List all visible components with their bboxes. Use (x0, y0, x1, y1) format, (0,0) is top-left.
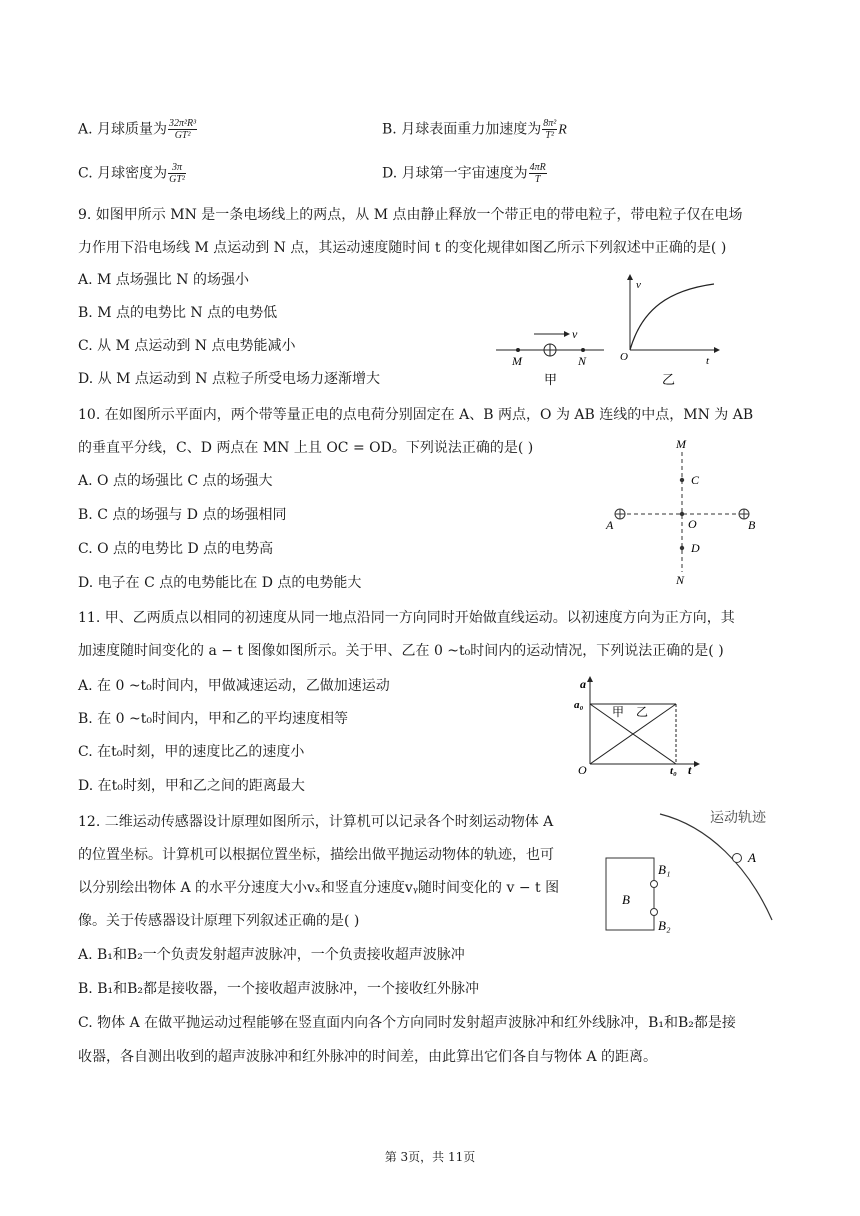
q11-stem-line-1: 11. 甲、乙两质点以相同的初速度从同一地点沿同一方向同时开始做直线运动。以初速度方向为正方向，其 (78, 610, 735, 626)
q12-option-c-line-2: 收器，各自测出收到的超声波脉冲和红外脉冲的时间差，由此算出它们各自与物体 A 的距离。 (78, 1049, 658, 1065)
q9-label-jia: 甲 (544, 372, 558, 387)
q8-option-d-fraction: $\frac{4\pi R}{T}$ (529, 162, 546, 185)
q9-option-a: A. M 点场强比 N 的场强小 (78, 272, 249, 288)
q9-stem-line-2: 力作用下沿电场线 M 点运动到 N 点，其运动速度随时间 t 的变化规律如图乙所示下列叙述中正确的是( ) (78, 240, 727, 256)
q12-receiver-b2 (651, 909, 658, 916)
q10-label-n: N (676, 573, 685, 587)
q8-option-d (382, 162, 548, 185)
q11-label-o: O (578, 763, 587, 777)
q12-label-a: A (748, 850, 756, 865)
q10-figure (596, 432, 776, 588)
q8-option-c-fraction: $\frac{3\pi}{\text{GT²}}$ (169, 162, 185, 185)
q12-option-a: A. B₁和B₂一个负责发射超声波脉冲，一个负责接收超声波脉冲 (78, 947, 465, 963)
q8-option-a-text: A. 月球质量为 (78, 121, 168, 138)
q8-option-c (78, 162, 187, 185)
q12-object-a (733, 854, 742, 863)
q10-option-a: A. O 点的场强比 C 点的场强大 (78, 473, 273, 489)
q9-label-n: N (578, 354, 587, 368)
q11-option-a: A. 在 0 ~t₀时间内，甲做减速运动，乙做加速运动 (78, 678, 390, 694)
q11-option-d: D. 在t₀时刻，甲和乙之间的距离最大 (78, 778, 305, 794)
q9-graph-label-o: O (620, 351, 628, 363)
q12-box-b (606, 858, 654, 930)
q10-stem-line-2: 的垂直平分线，C、D 两点在 MN 上且 OC = OD。下列说法正确的是( ) (78, 440, 534, 456)
q10-label-m: M (676, 437, 686, 451)
q12-stem-line-4: 像。关于传感器设计原理下列叙述正确的是( ) (78, 913, 360, 929)
q9-option-c: C. 从 M 点运动到 N 点电势能减小 (78, 338, 296, 354)
q9-label-v: v (572, 327, 578, 341)
q9-point-m (516, 348, 520, 352)
q8-option-b-fraction: $\frac{\text{8π²}}{\text{T²}}$ (543, 118, 557, 141)
q10-option-c: C. O 点的电势比 D 点的电势高 (78, 541, 274, 557)
q9-label-yi: 乙 (662, 372, 676, 387)
q8-option-a-fraction: $\frac{\text{32π²R³}}{\text{GT²}}$ (169, 118, 197, 141)
q9-figure (492, 268, 732, 392)
q8-option-b-text: B. 月球表面重力加速度为 (382, 121, 542, 138)
q12-stem-line-1: 12. 二维运动传感器设计原理如图所示，计算机可以记录各个时刻运动物体 A (78, 814, 554, 830)
q12-receiver-b1 (651, 881, 658, 888)
page-footer: 第 3页，共 11页 (384, 1150, 476, 1164)
q9-graph-label-v: v (636, 279, 641, 291)
q12-label-b: B (622, 892, 630, 907)
q10-label-a: A (606, 518, 614, 532)
q12-figure (598, 806, 788, 936)
q10-label-b: B (748, 518, 756, 532)
q10-stem-line-1: 10. 在如图所示平面内，两个带等量正电的点电荷分别固定在 A、B 两点，O 为 AB 连线的中点，MN 为 AB (78, 407, 754, 423)
q12-option-c-line-1: C. 物体 A 在做平抛运动过程能够在竖直面内向各个方向同时发射超声波脉冲和红外线脉冲，B₁和B₂都是接 (78, 1015, 736, 1031)
q12-label-b2: B₂ (658, 918, 671, 933)
q9-stem-line-1: 9. 如图甲所示 MN 是一条电场线上的两点，从 M 点由静止释放一个带正电的带电粒子，带电粒子仅在电场 (78, 207, 743, 223)
q12-label-b1: B₁ (658, 862, 671, 877)
q10-point-o (680, 512, 684, 516)
q9-label-m: M (512, 354, 522, 368)
q12-stem-line-2: 的位置坐标。计算机可以根据位置坐标，描绘出做平抛运动物体的轨迹，也可 (78, 847, 554, 863)
q12-label-track: 运动轨迹 (710, 811, 766, 826)
q10-label-c: C (691, 473, 700, 487)
q10-option-b: B. C 点的场强与 D 点的场强相同 (78, 507, 287, 523)
q12-option-b: B. B₁和B₂都是接收器，一个接收超声波脉冲，一个接收红外脉冲 (78, 981, 479, 997)
q8-option-d-text: D. 月球第一宇宙速度为 (382, 165, 528, 182)
q11-stem-line-2: 加速度随时间变化的 a − t 图像如图所示。关于甲、乙在 0 ~t₀时间内的运动情况，下列说法正确的是( ) (78, 643, 724, 659)
q8-option-b: B. 月球表面重力加速度为 $\frac{\text{8π²}}{\text{T²}}$ R (382, 118, 567, 141)
q10-option-d: D. 电子在 C 点的电势能比在 D 点的电势能大 (78, 575, 362, 591)
q10-point-d (680, 546, 684, 550)
q8-option-a (78, 118, 198, 141)
q11-label-t: t (688, 763, 692, 777)
q11-label-a: a (580, 677, 586, 691)
q8-option-c-text: C. 月球密度为 (78, 165, 168, 182)
q11-figure (570, 674, 710, 778)
q11-option-b: B. 在 0 ~t₀时间内，甲和乙的平均速度相等 (78, 711, 348, 727)
q11-label-jia: 甲 (612, 705, 625, 719)
q9-point-n (581, 348, 585, 352)
q9-option-d: D. 从 M 点运动到 N 点粒子所受电场力逐渐增大 (78, 371, 381, 387)
q11-label-t0: t₀ (670, 765, 677, 777)
q12-stem-line-3: 以分别绘出物体 A 的水平分速度大小vₓ和竖直分速度vᵧ随时间变化的 v − t 图 (78, 880, 560, 896)
q9-graph-label-t: t (706, 355, 710, 367)
q10-label-o: O (688, 517, 697, 531)
q10-label-d: D (691, 541, 700, 555)
q12-trajectory (660, 814, 772, 920)
q11-label-a0: a₀ (574, 699, 584, 711)
q9-option-b: B. M 点的电势比 N 点的电势低 (78, 305, 278, 321)
q10-point-c (680, 478, 684, 482)
q9-graph-curve (630, 284, 714, 350)
q11-option-c: C. 在t₀时刻，甲的速度比乙的速度小 (78, 744, 305, 760)
q11-label-yi: 乙 (636, 705, 649, 719)
